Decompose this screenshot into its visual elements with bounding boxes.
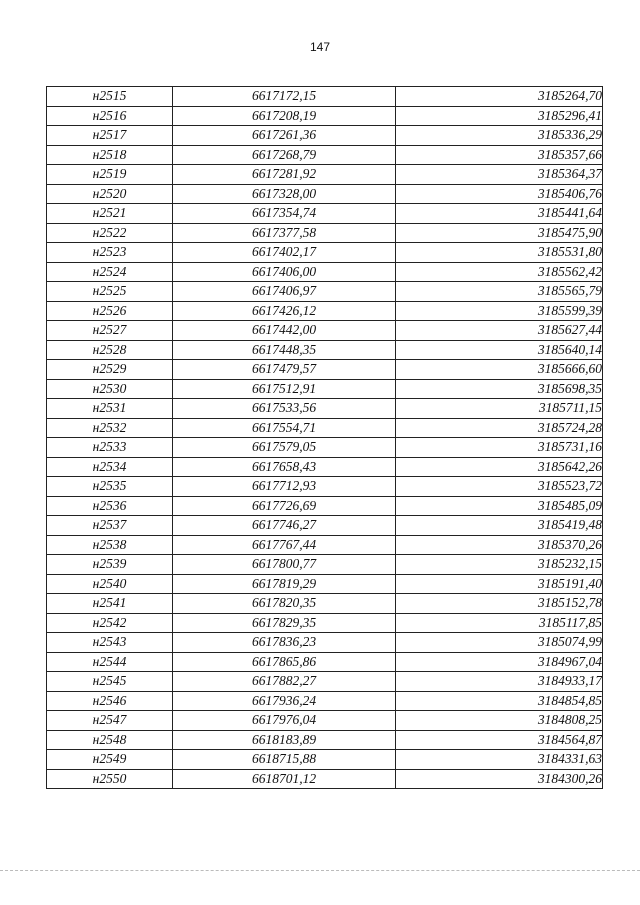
- table-row: [47, 730, 603, 750]
- y-coordinate-cell: 3184854,85: [396, 691, 603, 711]
- table-row: [47, 652, 603, 672]
- y-coordinate-cell: 3185531,80: [396, 243, 603, 263]
- point-name-cell: н2534: [47, 457, 173, 477]
- table-row: [47, 165, 603, 185]
- y-coordinate-cell: 3184808,25: [396, 711, 603, 731]
- point-name-cell: н2522: [47, 223, 173, 243]
- y-coordinate-cell: 3185599,39: [396, 301, 603, 321]
- y-coordinate-cell: 3185419,48: [396, 516, 603, 536]
- x-coordinate-cell: 6617328,00: [173, 184, 396, 204]
- point-name-cell: н2543: [47, 633, 173, 653]
- table-row: [47, 262, 603, 282]
- x-coordinate-cell: 6617767,44: [173, 535, 396, 555]
- y-coordinate-cell: 3185370,26: [396, 535, 603, 555]
- y-coordinate-cell: 3185074,99: [396, 633, 603, 653]
- x-coordinate-cell: 6617882,27: [173, 672, 396, 692]
- point-name-cell: н2544: [47, 652, 173, 672]
- x-coordinate-cell: 6617172,15: [173, 87, 396, 107]
- point-name-cell: н2515: [47, 87, 173, 107]
- x-coordinate-cell: 6617426,12: [173, 301, 396, 321]
- point-name-cell: н2539: [47, 555, 173, 575]
- x-coordinate-cell: 6618715,88: [173, 750, 396, 770]
- point-name-cell: н2540: [47, 574, 173, 594]
- point-name-cell: н2517: [47, 126, 173, 146]
- table-row: [47, 750, 603, 770]
- point-name-cell: н2550: [47, 769, 173, 789]
- x-coordinate-cell: 6617354,74: [173, 204, 396, 224]
- table-row: [47, 360, 603, 380]
- y-coordinate-cell: 3185565,79: [396, 282, 603, 302]
- point-name-cell: н2536: [47, 496, 173, 516]
- x-coordinate-cell: 6617836,23: [173, 633, 396, 653]
- point-name-cell: н2531: [47, 399, 173, 419]
- x-coordinate-cell: 6617976,04: [173, 711, 396, 731]
- point-name-cell: н2542: [47, 613, 173, 633]
- x-coordinate-cell: 6617442,00: [173, 321, 396, 341]
- point-name-cell: н2519: [47, 165, 173, 185]
- x-coordinate-cell: 6617261,36: [173, 126, 396, 146]
- x-coordinate-cell: 6617829,35: [173, 613, 396, 633]
- x-coordinate-cell: 6617554,71: [173, 418, 396, 438]
- x-coordinate-cell: 6617819,29: [173, 574, 396, 594]
- point-name-cell: н2532: [47, 418, 173, 438]
- x-coordinate-cell: 6617865,86: [173, 652, 396, 672]
- x-coordinate-cell: 6617820,35: [173, 594, 396, 614]
- x-coordinate-cell: 6618183,89: [173, 730, 396, 750]
- y-coordinate-cell: 3185475,90: [396, 223, 603, 243]
- x-coordinate-cell: 6617712,93: [173, 477, 396, 497]
- table-row: [47, 535, 603, 555]
- y-coordinate-cell: 3185232,15: [396, 555, 603, 575]
- table-row: [47, 243, 603, 263]
- point-name-cell: н2545: [47, 672, 173, 692]
- point-name-cell: н2541: [47, 594, 173, 614]
- point-name-cell: н2521: [47, 204, 173, 224]
- y-coordinate-cell: 3185357,66: [396, 145, 603, 165]
- x-coordinate-cell: 6617448,35: [173, 340, 396, 360]
- point-name-cell: н2529: [47, 360, 173, 380]
- y-coordinate-cell: 3185724,28: [396, 418, 603, 438]
- coordinates-table-body: [47, 87, 603, 789]
- table-row: [47, 418, 603, 438]
- table-row: [47, 477, 603, 497]
- point-name-cell: н2524: [47, 262, 173, 282]
- point-name-cell: н2535: [47, 477, 173, 497]
- table-row: [47, 672, 603, 692]
- x-coordinate-cell: 6617402,17: [173, 243, 396, 263]
- y-coordinate-cell: 3184564,87: [396, 730, 603, 750]
- y-coordinate-cell: 3184933,17: [396, 672, 603, 692]
- table-row: [47, 438, 603, 458]
- y-coordinate-cell: 3185406,76: [396, 184, 603, 204]
- point-name-cell: н2520: [47, 184, 173, 204]
- y-coordinate-cell: 3185711,15: [396, 399, 603, 419]
- y-coordinate-cell: 3185364,37: [396, 165, 603, 185]
- table-row: [47, 613, 603, 633]
- table-row: [47, 204, 603, 224]
- point-name-cell: н2533: [47, 438, 173, 458]
- footer-divider: [0, 870, 640, 871]
- y-coordinate-cell: 3185296,41: [396, 106, 603, 126]
- x-coordinate-cell: 6617936,24: [173, 691, 396, 711]
- y-coordinate-cell: 3185117,85: [396, 613, 603, 633]
- x-coordinate-cell: 6617268,79: [173, 145, 396, 165]
- x-coordinate-cell: 6617377,58: [173, 223, 396, 243]
- y-coordinate-cell: 3185731,16: [396, 438, 603, 458]
- point-name-cell: н2548: [47, 730, 173, 750]
- y-coordinate-cell: 3185698,35: [396, 379, 603, 399]
- point-name-cell: н2530: [47, 379, 173, 399]
- x-coordinate-cell: 6617579,05: [173, 438, 396, 458]
- y-coordinate-cell: 3185336,29: [396, 126, 603, 146]
- y-coordinate-cell: 3185191,40: [396, 574, 603, 594]
- x-coordinate-cell: 6617208,19: [173, 106, 396, 126]
- table-row: [47, 106, 603, 126]
- x-coordinate-cell: 6617726,69: [173, 496, 396, 516]
- table-row: [47, 633, 603, 653]
- y-coordinate-cell: 3184331,63: [396, 750, 603, 770]
- point-name-cell: н2523: [47, 243, 173, 263]
- y-coordinate-cell: 3184300,26: [396, 769, 603, 789]
- point-name-cell: н2537: [47, 516, 173, 536]
- table-row: [47, 691, 603, 711]
- point-name-cell: н2526: [47, 301, 173, 321]
- point-name-cell: н2518: [47, 145, 173, 165]
- page-number: 147: [309, 40, 331, 54]
- coordinates-table: [46, 86, 603, 789]
- point-name-cell: н2516: [47, 106, 173, 126]
- y-coordinate-cell: 3185627,44: [396, 321, 603, 341]
- table-row: [47, 457, 603, 477]
- table-row: [47, 340, 603, 360]
- table-row: [47, 399, 603, 419]
- point-name-cell: н2549: [47, 750, 173, 770]
- point-name-cell: н2527: [47, 321, 173, 341]
- y-coordinate-cell: 3185485,09: [396, 496, 603, 516]
- table-row: [47, 321, 603, 341]
- x-coordinate-cell: 6617746,27: [173, 516, 396, 536]
- y-coordinate-cell: 3185264,70: [396, 87, 603, 107]
- x-coordinate-cell: 6617658,43: [173, 457, 396, 477]
- table-row: [47, 574, 603, 594]
- table-row: [47, 145, 603, 165]
- table-row: [47, 223, 603, 243]
- x-coordinate-cell: 6617800,77: [173, 555, 396, 575]
- y-coordinate-cell: 3185523,72: [396, 477, 603, 497]
- x-coordinate-cell: 6617512,91: [173, 379, 396, 399]
- x-coordinate-cell: 6617281,92: [173, 165, 396, 185]
- table-row: [47, 555, 603, 575]
- table-row: [47, 769, 603, 789]
- y-coordinate-cell: 3185441,64: [396, 204, 603, 224]
- table-row: [47, 282, 603, 302]
- y-coordinate-cell: 3185642,26: [396, 457, 603, 477]
- point-name-cell: н2547: [47, 711, 173, 731]
- x-coordinate-cell: 6617479,57: [173, 360, 396, 380]
- y-coordinate-cell: 3185666,60: [396, 360, 603, 380]
- x-coordinate-cell: 6617533,56: [173, 399, 396, 419]
- point-name-cell: н2525: [47, 282, 173, 302]
- y-coordinate-cell: 3185640,14: [396, 340, 603, 360]
- x-coordinate-cell: 6617406,00: [173, 262, 396, 282]
- table-row: [47, 87, 603, 107]
- table-row: [47, 594, 603, 614]
- table-row: [47, 496, 603, 516]
- y-coordinate-cell: 3185562,42: [396, 262, 603, 282]
- table-row: [47, 301, 603, 321]
- table-row: [47, 379, 603, 399]
- point-name-cell: н2528: [47, 340, 173, 360]
- table-row: [47, 711, 603, 731]
- x-coordinate-cell: 6618701,12: [173, 769, 396, 789]
- table-row: [47, 126, 603, 146]
- x-coordinate-cell: 6617406,97: [173, 282, 396, 302]
- table-row: [47, 184, 603, 204]
- point-name-cell: н2538: [47, 535, 173, 555]
- y-coordinate-cell: 3185152,78: [396, 594, 603, 614]
- y-coordinate-cell: 3184967,04: [396, 652, 603, 672]
- point-name-cell: н2546: [47, 691, 173, 711]
- table-row: [47, 516, 603, 536]
